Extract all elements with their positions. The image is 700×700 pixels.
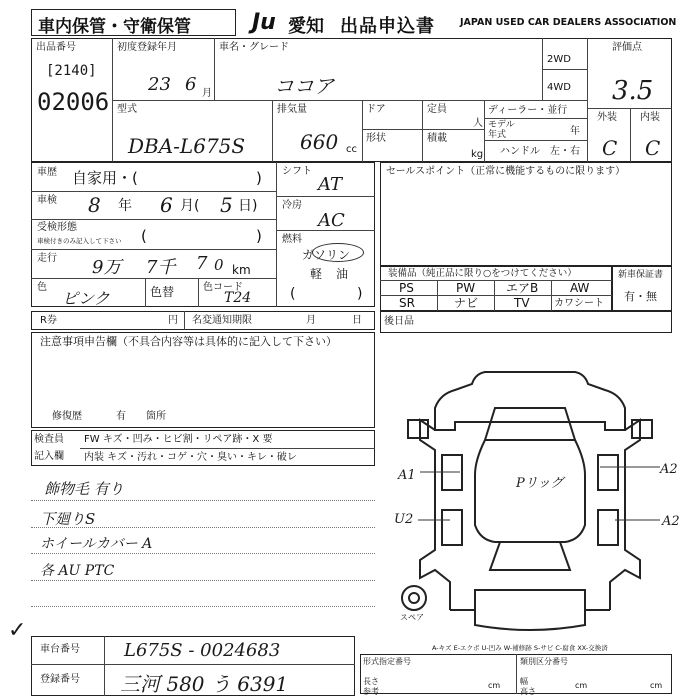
fuel-oil: 油 — [336, 267, 349, 281]
fuel-circle-mark — [312, 243, 364, 262]
interior-check-line: 内装 キズ・汚れ・コゲ・穴・臭い・キレ・破レ — [84, 452, 297, 463]
length-label: 長さ — [363, 677, 379, 686]
fuel-light: 軽 — [310, 267, 323, 281]
insp-month: 6 — [160, 193, 173, 217]
model-type-label: 型式 — [117, 104, 137, 115]
car-name-label: 車名・グレード — [219, 42, 289, 53]
car-name: ココア — [274, 74, 334, 98]
repaint-label: 色替 — [150, 285, 175, 299]
equip-sr: SR — [399, 296, 415, 310]
cc-unit: cc — [346, 144, 357, 155]
inspection-label: 車検 — [37, 195, 57, 206]
color-label: 色 — [37, 282, 47, 293]
ac-label: 冷房 — [282, 200, 302, 211]
lot-no-label: 出品番号 — [36, 42, 76, 53]
4wd-label: 4WD — [547, 82, 571, 93]
height-label: 高さ — [520, 687, 536, 696]
plate-number: 三河 580 う 6391 — [120, 672, 289, 696]
score: 3.5 — [612, 76, 654, 106]
private-use-label: 自家用・( — [72, 169, 138, 187]
post-doc-label: 後日品 — [384, 316, 414, 327]
equip-leather: カワシート — [554, 298, 604, 309]
damage-center-note: Pリッグ — [516, 476, 564, 491]
door-label: ドア — [366, 104, 386, 115]
ju-logo: Ju — [252, 10, 276, 35]
fuel-gasoline: ガソリン — [302, 248, 351, 262]
form-spec-label: 形式指定番号 — [363, 657, 411, 666]
capacity-label: 定員 — [427, 104, 447, 115]
chassis-number: L675S - 0024683 — [124, 640, 281, 661]
sales-point-box — [380, 162, 672, 266]
color-value: ピンク — [62, 289, 110, 308]
interior-label: 内装 — [640, 112, 660, 123]
model-code: DBA-L675S — [128, 134, 246, 158]
fw-check-line: FW キズ・凹み・ヒビ割・リペア跡・X 要 — [84, 434, 273, 445]
equipment-label: 装備品（純正品に限り○をつけてください） — [388, 268, 577, 279]
damage-legend: A-キズ E-エクボ U-凹み W-補修跡 S-サビ C-腐食 XX-交換済 — [432, 644, 608, 652]
history-label: 車歴 — [37, 167, 57, 178]
shift-label: シフト — [282, 166, 312, 177]
2wd-label: 2WD — [547, 54, 571, 65]
shape-label: 形状 — [366, 133, 386, 144]
repair-yes: 有 — [116, 411, 126, 422]
left-right-label: 左・右 — [550, 146, 580, 157]
color-code-value: T24 — [224, 290, 252, 306]
fuel-open-paren: ( — [290, 286, 296, 302]
accept-open-paren: ( — [141, 227, 147, 245]
name-change-month: 月 — [306, 315, 316, 326]
post-doc-box — [380, 311, 672, 333]
warranty-yes-no: 有・無 — [624, 290, 657, 303]
name-change-label: 名変通知期限 — [192, 315, 252, 326]
mileage-man: 9万 — [92, 257, 122, 278]
accept-form-label: 受検形態 — [37, 222, 77, 233]
length-cm: cm — [488, 681, 501, 690]
person-unit: 人 — [473, 118, 483, 129]
mileage-label: 走行 — [37, 253, 57, 264]
insp-month-unit: 月( — [180, 198, 200, 214]
insp-year-unit: 年 — [118, 198, 132, 214]
kg-unit: kg — [471, 149, 484, 160]
exterior-grade: C — [602, 136, 618, 160]
entry-label: 記入欄 — [34, 451, 64, 462]
height-cm: cm — [650, 681, 663, 690]
exterior-label: 外装 — [597, 112, 617, 123]
reg-no-label: 登録番号 — [40, 674, 80, 685]
equip-ps: PS — [399, 281, 414, 295]
doc-title: 出品申込書 — [340, 16, 435, 37]
dealer-import-label: ディーラー・並行 — [488, 105, 568, 116]
reg-year: 23 — [148, 74, 171, 95]
lot-number: 02006 — [37, 88, 110, 116]
lot-code: [2140] — [46, 63, 97, 79]
damage-u2-left-lower: U2 — [394, 512, 414, 527]
mileage-zero: 0 — [214, 256, 224, 274]
assoc-name: JAPAN USED CAR DEALERS ASSOCIATION — [460, 17, 677, 28]
car-damage-diagram — [380, 360, 680, 650]
repair-label: 修復歴 — [52, 411, 82, 422]
model-label: モデル — [488, 120, 515, 130]
notes-label: 注意事項申告欄（不具合内容等は具体的に記入して下さい） — [40, 335, 337, 348]
yen-unit: 円 — [168, 315, 178, 326]
check-mark: ✓ — [8, 618, 27, 643]
fuel-close-paren: ) — [357, 286, 363, 302]
insp-day-unit: 日) — [238, 198, 258, 214]
color-code-label: 色コード — [203, 282, 243, 293]
repair-location: 箇所 — [146, 411, 166, 422]
equip-pw: PW — [456, 281, 476, 295]
fuel-label: 燃料 — [282, 234, 302, 245]
r-ken-label: R券 — [40, 315, 57, 326]
displacement-label: 排気量 — [277, 104, 307, 115]
name-change-day: 日 — [352, 315, 362, 326]
km-unit: km — [232, 263, 251, 277]
handle-label: ハンドル — [500, 146, 540, 157]
model-year-label: 年式 — [488, 130, 507, 140]
note-line-4: 各 AU PTC — [40, 563, 115, 579]
spare-label: スペア — [400, 613, 424, 622]
damage-a2-right-lower: A2 — [662, 514, 680, 529]
equip-aw: AW — [570, 281, 590, 295]
load-label: 積載 — [427, 133, 447, 144]
sales-point-label: セールスポイント（正常に機能するものに限ります） — [386, 166, 626, 177]
mileage-sen: 7千 — [146, 257, 176, 278]
reg-month: 6 — [185, 74, 197, 95]
type-cat-label: 類別区分番号 — [520, 657, 568, 666]
chassis-label: 車台番号 — [40, 644, 80, 655]
equip-airbag: エアB — [506, 281, 539, 295]
reg-month-unit: 月 — [202, 88, 212, 99]
shift-value: AT — [318, 174, 343, 195]
accept-close-paren: ) — [256, 227, 262, 245]
year-unit: 年 — [570, 126, 580, 137]
history-close-paren: ) — [256, 169, 262, 187]
insp-year: 8 — [88, 193, 101, 217]
ac-value: AC — [318, 210, 345, 231]
note-line-3: ホイールカバー A — [40, 536, 153, 552]
displacement-value: 660 — [300, 130, 339, 154]
org-name: 愛知 — [288, 16, 324, 37]
note-line-1: 飾物毛 有り — [44, 480, 124, 498]
equip-tv: TV — [514, 296, 530, 310]
insp-day: 5 — [220, 193, 233, 217]
grade-points-label: 評価点 — [612, 42, 642, 53]
width-cm: cm — [575, 681, 588, 690]
damage-a2-right-upper: A2 — [660, 462, 678, 477]
first-reg-label: 初度登録年月 — [117, 42, 177, 53]
inspector-label: 検査員 — [34, 434, 64, 445]
damage-a1-left-upper: A1 — [398, 468, 416, 483]
storage-label: 車内保管・守衛保管 — [38, 17, 191, 37]
interior-grade: C — [645, 136, 661, 160]
equip-navi: ナビ — [454, 296, 479, 310]
accept-note: 車検付きのみ記入して下さい — [37, 237, 122, 245]
width-label: 幅 — [520, 677, 528, 686]
warranty-label: 新車保証書 — [618, 270, 664, 280]
note-line-2: 下廻りS — [40, 510, 96, 528]
remarks-label: 参考 — [363, 687, 379, 696]
mileage-rest: 7 — [196, 253, 208, 274]
